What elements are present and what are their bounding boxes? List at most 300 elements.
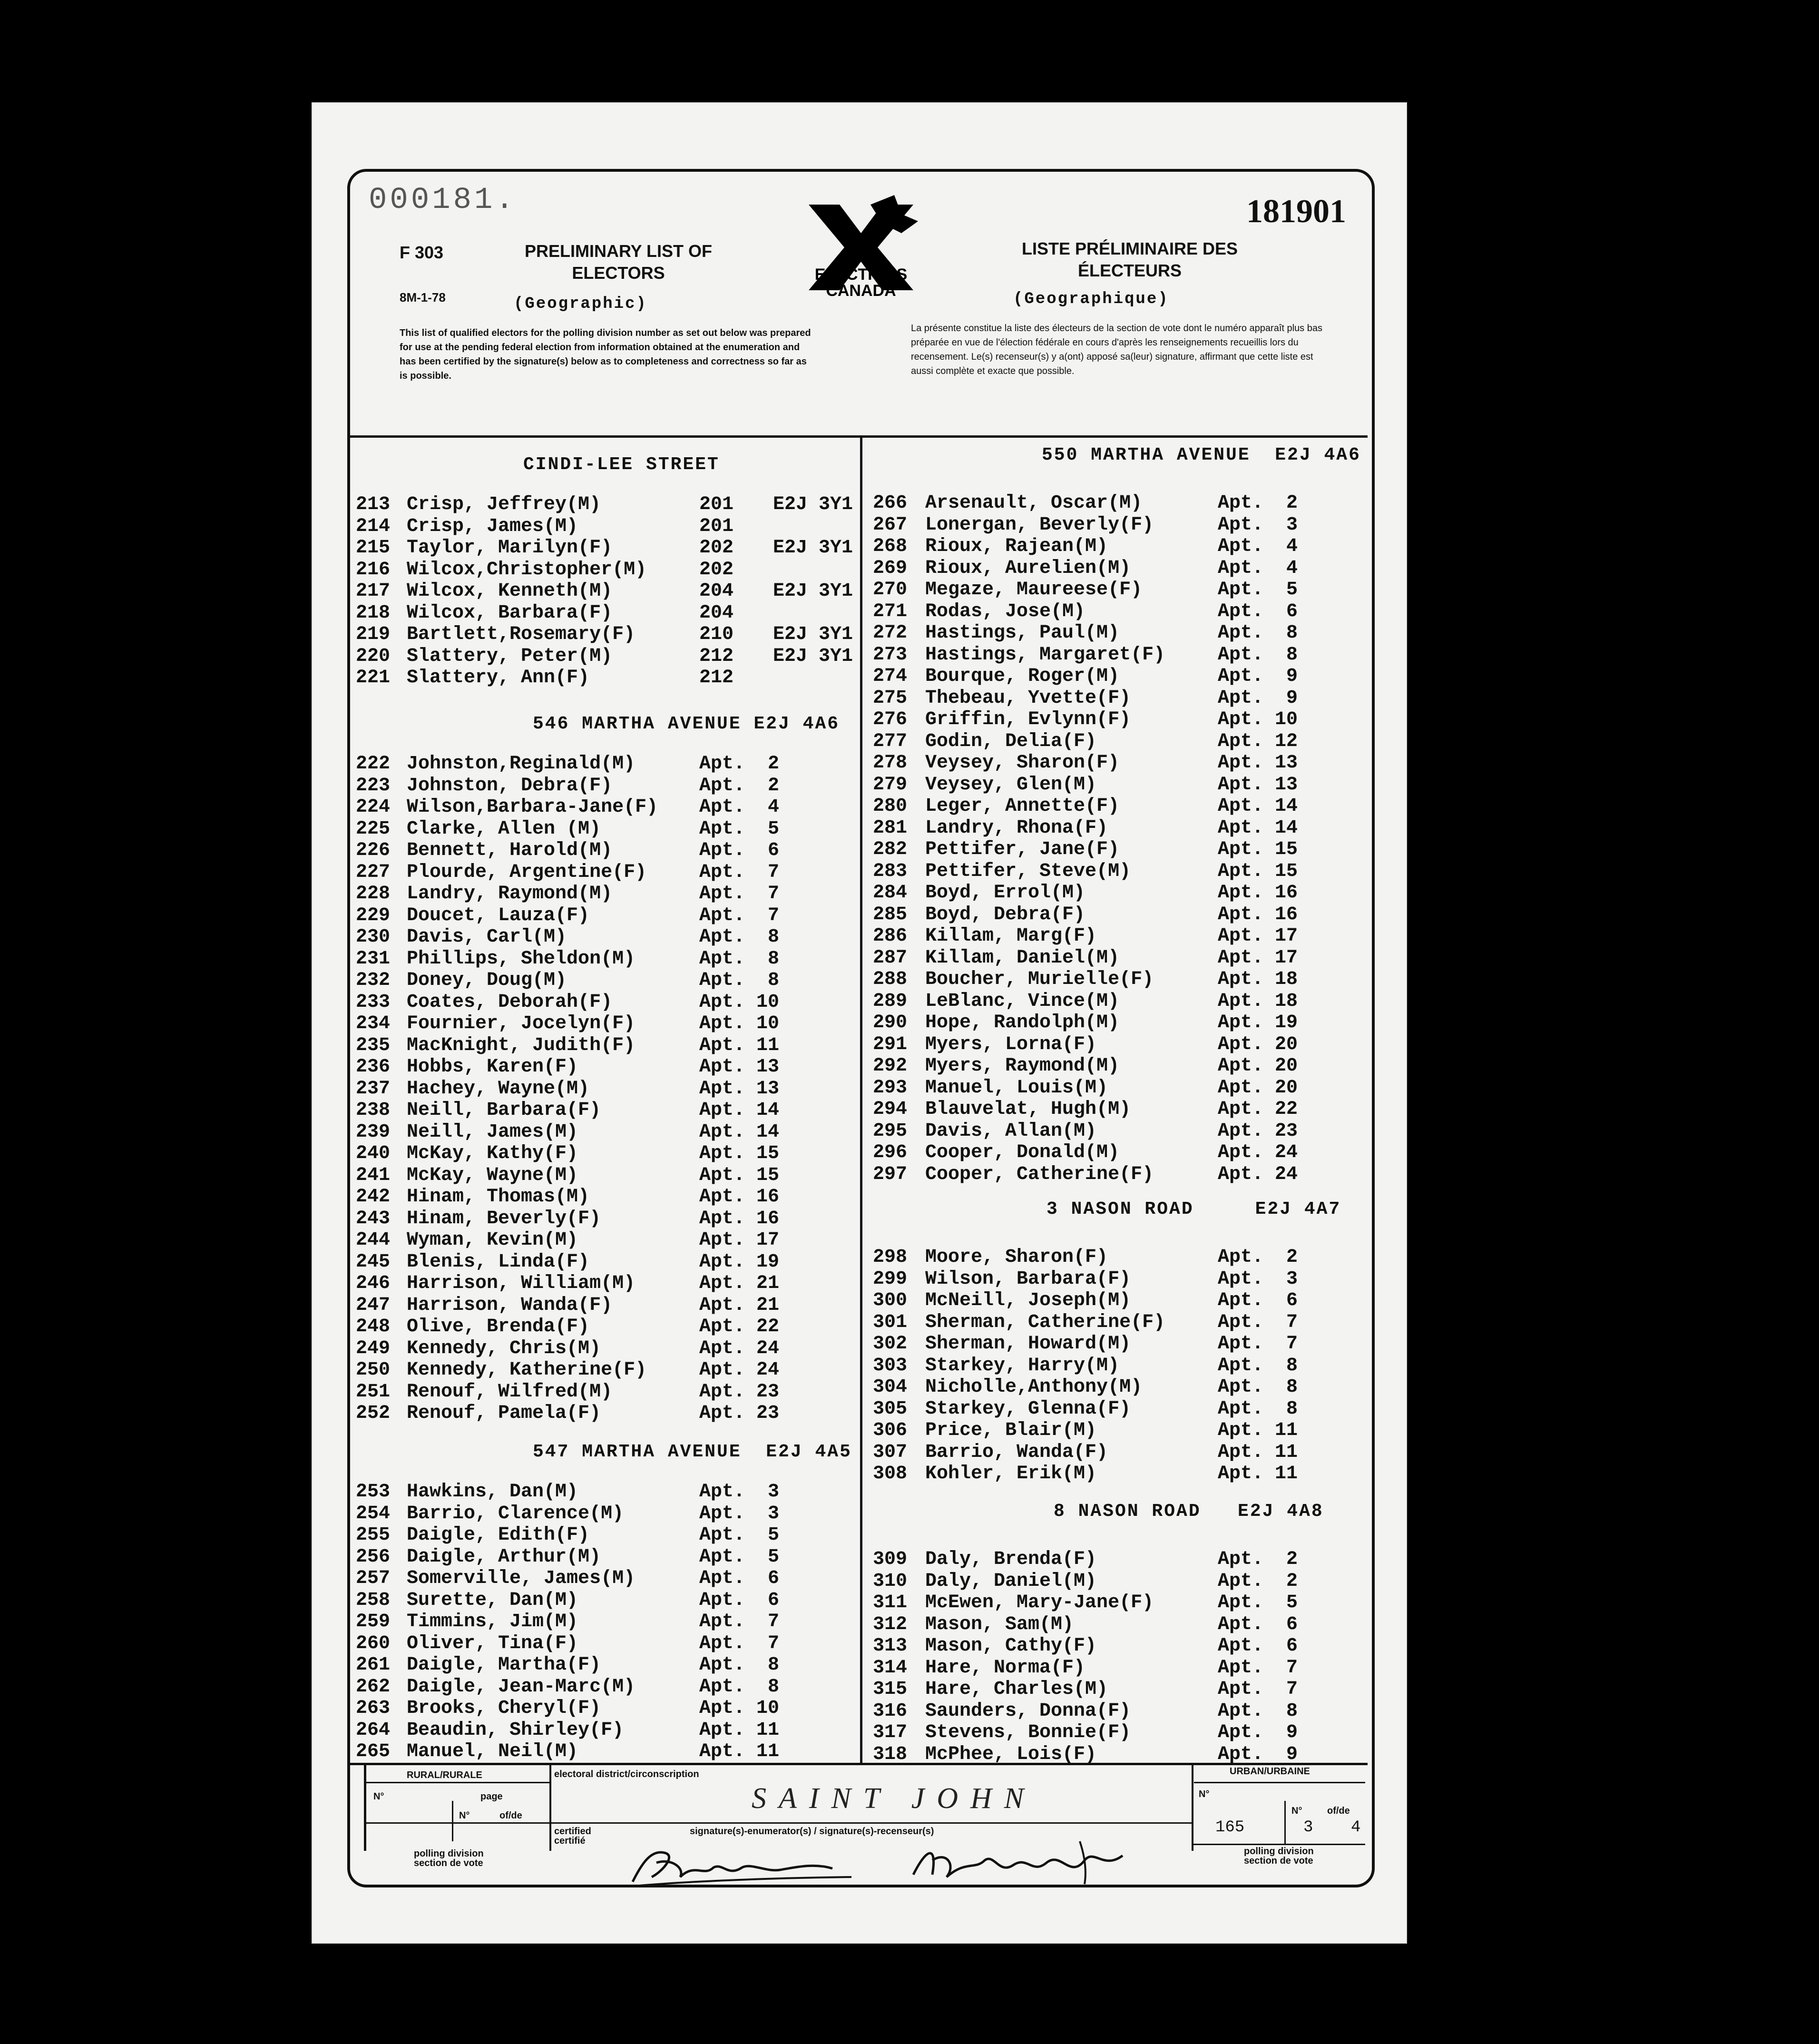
elector-name: Bourque, Roger(M) (925, 666, 1120, 687)
elector-name: Mason, Cathy(F) (925, 1635, 1097, 1657)
elector-name: Brooks, Cheryl(F) (407, 1698, 601, 1719)
elector-name: Taylor, Marilyn(F) (407, 537, 613, 559)
elector-unit: Apt. 4 (699, 796, 780, 818)
rural-of-label: of/de (499, 1810, 522, 1821)
elector-name: Coates, Deborah(F) (407, 991, 613, 1013)
elector-number: 275 (873, 687, 908, 709)
elector-number: 231 (356, 948, 391, 970)
elector-number: 261 (356, 1654, 391, 1676)
elector-number: 243 (356, 1208, 391, 1229)
elector-number: 233 (356, 991, 391, 1013)
elector-number: 226 (356, 840, 391, 861)
elector-unit: Apt. 16 (699, 1208, 780, 1229)
elector-number: 313 (873, 1635, 908, 1657)
elector-unit: Apt. 7 (1218, 1679, 1298, 1700)
elector-number: 252 (356, 1403, 391, 1424)
elector-row (0, 882, 1819, 904)
elector-unit: Apt. 22 (1218, 1099, 1298, 1120)
elector-name: Bartlett,Rosemary(F) (407, 624, 636, 645)
elector-name: Cooper, Donald(M) (925, 1142, 1120, 1163)
elector-name: Leger, Annette(F) (925, 796, 1120, 817)
elector-number: 230 (356, 926, 391, 948)
elector-name: Megaze, Maureese(F) (925, 579, 1143, 600)
elector-unit: Apt. 5 (699, 818, 780, 840)
elector-name: Davis, Carl(M) (407, 926, 567, 948)
elector-name: Kohler, Erik(M) (925, 1463, 1097, 1484)
elector-row (0, 1012, 1819, 1034)
elector-name: LeBlanc, Vince(M) (925, 990, 1120, 1012)
elector-number: 301 (873, 1311, 908, 1333)
elector-number: 222 (356, 753, 391, 775)
elector-name: Pettifer, Steve(M) (925, 860, 1131, 882)
elector-number: 292 (873, 1055, 908, 1077)
elector-number: 293 (873, 1077, 908, 1099)
elector-unit: Apt. 23 (699, 1381, 780, 1403)
polling-division-label: polling division (414, 1848, 484, 1859)
elector-unit: 201 (699, 515, 734, 537)
elector-unit: Apt. 6 (699, 840, 780, 861)
elector-number: 262 (356, 1676, 391, 1698)
footer-line (366, 1782, 549, 1783)
elector-unit: Apt. 14 (699, 1121, 780, 1143)
elector-postal-code: E2J 3Y1 (773, 580, 853, 602)
elector-name: Fournier, Jocelyn(F) (407, 1013, 636, 1034)
elector-name: Killam, Marg(F) (925, 925, 1097, 947)
header-divider (350, 435, 1368, 438)
form-code: F 303 (400, 243, 444, 262)
elector-number: 276 (873, 709, 908, 730)
elector-row (0, 1679, 1819, 1700)
elector-number: 246 (356, 1273, 391, 1294)
elector-name: Sherman, Catherine(F) (925, 1311, 1165, 1333)
elector-unit: 204 (699, 580, 734, 602)
elector-number: 278 (873, 752, 908, 774)
elector-name: MacKnight, Judith(F) (407, 1034, 636, 1056)
elector-unit: Apt. 13 (699, 1056, 780, 1078)
elector-unit: 202 (699, 559, 734, 580)
elector-number: 314 (873, 1657, 908, 1679)
elector-row (0, 1719, 1819, 1744)
elector-name: Griffin, Evlynn(F) (925, 709, 1131, 730)
elector-row (0, 904, 1819, 926)
elector-unit: Apt. 9 (1218, 666, 1298, 687)
elector-row (0, 601, 1819, 623)
elector-name: Somerville, James(M) (407, 1568, 636, 1589)
elector-number: 294 (873, 1099, 908, 1120)
elector-row (0, 1398, 1819, 1420)
elector-name: Daigle, Arthur(M) (407, 1546, 601, 1568)
elector-name: McKay, Kathy(F) (407, 1143, 578, 1164)
elector-unit: Apt. 7 (699, 1611, 780, 1632)
elector-row (0, 579, 1819, 601)
elector-unit: Apt. 16 (1218, 904, 1298, 925)
elector-number: 306 (873, 1420, 908, 1441)
district-label: electoral district/circonscription (554, 1769, 699, 1779)
elector-name: Renouf, Pamela(F) (407, 1403, 601, 1424)
elector-unit: Apt. 17 (1218, 947, 1298, 969)
elector-number: 255 (356, 1524, 391, 1546)
elector-unit: Apt. 8 (1218, 1355, 1298, 1376)
elector-number: 317 (873, 1722, 908, 1743)
elector-number: 290 (873, 1012, 908, 1033)
elector-unit: Apt. 3 (699, 1481, 780, 1503)
elector-name: Daly, Daniel(M) (925, 1570, 1097, 1592)
elector-unit: Apt. 20 (1218, 1033, 1298, 1055)
footer-line (1192, 1765, 1193, 1851)
elector-row (0, 1614, 1819, 1636)
elector-unit: Apt. 7 (699, 1632, 780, 1654)
elector-unit: Apt. 12 (1218, 730, 1298, 752)
elector-unit: Apt. 14 (1218, 796, 1298, 817)
elector-unit: Apt. 17 (699, 1229, 780, 1251)
elector-name: Moore, Sharon(F) (925, 1247, 1108, 1268)
elector-row (0, 1247, 1819, 1268)
rural-page-label: page (480, 1791, 503, 1802)
elector-name: Myers, Raymond(M) (925, 1055, 1120, 1077)
elector-name: Rodas, Jose(M) (925, 600, 1086, 622)
elector-number: 302 (873, 1333, 908, 1355)
elector-name: Hastings, Paul(M) (925, 622, 1120, 644)
elector-name: Hawkins, Dan(M) (407, 1481, 578, 1503)
elector-name: Barrio, Wanda(F) (925, 1441, 1108, 1463)
rural-page-no-label: N° (459, 1810, 470, 1821)
elector-row (0, 709, 1819, 731)
elector-unit: Apt. 2 (1218, 1549, 1298, 1570)
elector-name: Kennedy, Katherine(F) (407, 1359, 647, 1381)
elector-row (0, 536, 1819, 558)
document-number: 181901 (1246, 193, 1346, 230)
elector-number: 300 (873, 1290, 908, 1311)
elector-number: 284 (873, 882, 908, 904)
elector-unit: Apt. 3 (1218, 514, 1298, 536)
elector-row (0, 1208, 1819, 1230)
elector-name: Surette, Dan(M) (407, 1589, 578, 1611)
elector-name: Cooper, Catherine(F) (925, 1163, 1154, 1185)
elector-row (0, 861, 1819, 883)
elector-row (0, 1657, 1819, 1679)
elector-name: Crisp, James(M) (407, 515, 578, 537)
elector-number: 310 (873, 1570, 908, 1592)
elector-name: Slattery, Ann(F) (407, 667, 590, 688)
elector-unit: Apt. 2 (1218, 1570, 1298, 1592)
elector-row (0, 1333, 1819, 1355)
elector-name: Davis, Allan(M) (925, 1120, 1097, 1142)
elector-number: 311 (873, 1592, 908, 1613)
street-heading: 550 MARTHA AVENUE E2J 4A6 (1042, 445, 1361, 465)
urban-polling-division-label: polling division (1244, 1846, 1314, 1857)
elector-row (0, 817, 1819, 839)
elector-number: 271 (873, 600, 908, 622)
footer-line (1192, 1844, 1365, 1845)
elector-name: Nicholle,Anthony(M) (925, 1376, 1143, 1398)
elector-unit: Apt. 6 (1218, 1290, 1298, 1311)
elector-name: Boyd, Debra(F) (925, 904, 1086, 925)
elector-row (0, 839, 1819, 861)
elector-number: 287 (873, 947, 908, 969)
elector-name: Crisp, Jeffrey(M) (407, 494, 601, 515)
elector-name: Landry, Raymond(M) (407, 883, 613, 904)
elector-number: 316 (873, 1700, 908, 1722)
elector-unit: Apt. 17 (1218, 925, 1298, 947)
elector-number: 267 (873, 514, 908, 536)
elector-number: 245 (356, 1251, 391, 1273)
elector-number: 268 (873, 536, 908, 557)
elector-number: 250 (356, 1359, 391, 1381)
elector-number: 228 (356, 883, 391, 904)
elector-postal-code: E2J 3Y1 (773, 494, 853, 515)
elector-row (0, 731, 1819, 753)
certification-text-french: La présente constitue la liste des électeurs de la section de vote dont le numéro apparaît plus bas préparée en vue de l'élection fédérale en cours d'après les renseignements recueillis lors du recensement. Le(s) recenseur(s) y a(ont) apposé sa(leur) signature, affirmant que cette liste est aussi complète et exacte que possible. (911, 323, 1322, 376)
elector-name: Hope, Randolph(M) (925, 1012, 1120, 1033)
elector-number: 225 (356, 818, 391, 840)
rural-no-label: N° (373, 1791, 384, 1802)
elector-name: Plourde, Argentine(F) (407, 861, 647, 883)
elector-name: Bennett, Harold(M) (407, 840, 613, 861)
elector-number: 277 (873, 730, 908, 752)
elector-name: Hare, Norma(F) (925, 1657, 1086, 1679)
elector-number: 232 (356, 970, 391, 991)
elector-row (0, 1442, 1819, 1464)
street-heading: 3 NASON ROAD E2J 4A7 (1046, 1199, 1341, 1219)
elector-name: Killam, Daniel(M) (925, 947, 1120, 969)
elector-row (0, 558, 1819, 580)
enumerator-signature-1 (623, 1834, 870, 1891)
elector-row (0, 1700, 1819, 1722)
elector-number: 298 (873, 1247, 908, 1268)
elector-unit: Apt. 15 (1218, 839, 1298, 860)
elector-name: Manuel, Louis(M) (925, 1077, 1108, 1099)
elector-unit: Apt. 8 (1218, 1398, 1298, 1420)
elector-unit: Apt. 9 (1218, 1743, 1298, 1765)
elector-row (0, 1268, 1819, 1290)
elector-row (0, 1589, 1819, 1614)
elector-number: 244 (356, 1229, 391, 1251)
elector-unit: Apt. 8 (699, 1676, 780, 1698)
elector-unit: Apt. 7 (1218, 1311, 1298, 1333)
elector-name: Sherman, Howard(M) (925, 1333, 1131, 1355)
elector-number: 253 (356, 1481, 391, 1503)
elector-name: Starkey, Glenna(F) (925, 1398, 1131, 1420)
elector-name: Neill, James(M) (407, 1121, 578, 1143)
elector-unit: Apt. 15 (699, 1164, 780, 1186)
elector-name: Daly, Brenda(F) (925, 1549, 1097, 1570)
elector-number: 258 (356, 1589, 391, 1611)
elector-name: Johnston,Reginald(M) (407, 753, 636, 775)
elector-number: 286 (873, 925, 908, 947)
elector-number: 241 (356, 1164, 391, 1186)
elector-unit: Apt. 9 (1218, 687, 1298, 709)
urban-polling-division-label-fr: section de vote (1244, 1856, 1313, 1866)
elector-unit: Apt. 13 (1218, 752, 1298, 774)
elector-number: 265 (356, 1741, 391, 1762)
elector-unit: Apt. 20 (1218, 1077, 1298, 1099)
elector-name: Daigle, Edith(F) (407, 1524, 590, 1546)
elector-name: Johnston, Debra(F) (407, 775, 613, 796)
street-heading: 8 NASON ROAD E2J 4A8 (1054, 1501, 1324, 1522)
elector-unit: Apt. 13 (1218, 774, 1298, 796)
elector-number: 229 (356, 904, 391, 926)
elector-number: 215 (356, 537, 391, 559)
elector-row (0, 688, 1819, 709)
elector-row (0, 1164, 1819, 1186)
footer-line (1284, 1801, 1286, 1844)
elector-number: 224 (356, 796, 391, 818)
elector-number: 312 (873, 1613, 908, 1635)
elector-number: 296 (873, 1142, 908, 1163)
elector-unit: Apt. 18 (1218, 969, 1298, 990)
elector-unit: Apt. 8 (699, 926, 780, 948)
elector-name: Arsenault, Oscar(M) (925, 492, 1143, 514)
logo-text: ELECTIONS CANADA (814, 265, 908, 300)
polling-division-number: 165 (1215, 1818, 1245, 1837)
elector-name: McPhee, Lois(F) (925, 1743, 1097, 1765)
elector-name: Mason, Sam(M) (925, 1613, 1074, 1635)
elector-number: 264 (356, 1719, 391, 1741)
elector-name: Wilson,Barbara-Jane(F) (407, 796, 658, 818)
elector-name: Myers, Lorna(F) (925, 1033, 1097, 1055)
elector-number: 259 (356, 1611, 391, 1632)
elector-unit: Apt. 10 (699, 1698, 780, 1719)
elector-row (0, 1142, 1819, 1164)
elector-number: 270 (873, 579, 908, 600)
elector-row (0, 774, 1819, 796)
elector-name: Thebeau, Yvette(F) (925, 687, 1131, 709)
elector-unit: Apt. 2 (1218, 1247, 1298, 1268)
elector-name: Veysey, Sharon(F) (925, 752, 1120, 774)
elector-row (0, 1077, 1819, 1099)
elector-row (0, 925, 1819, 947)
elector-name: Beaudin, Shirley(F) (407, 1719, 624, 1741)
elector-unit: Apt. 7 (1218, 1333, 1298, 1355)
elector-name: Daigle, Martha(F) (407, 1654, 601, 1676)
elector-number: 273 (873, 644, 908, 666)
elector-name: Hachey, Wayne(M) (407, 1078, 590, 1100)
elector-row (0, 1420, 1819, 1442)
street-heading: 546 MARTHA AVENUE E2J 4A6 (533, 714, 840, 734)
urban-label: URBAN/URBAINE (1230, 1766, 1310, 1777)
elector-number: 288 (873, 969, 908, 990)
elector-number: 240 (356, 1143, 391, 1164)
elector-unit: Apt. 19 (1218, 1012, 1298, 1033)
elector-number: 295 (873, 1120, 908, 1142)
elector-name: Stevens, Bonnie(F) (925, 1722, 1131, 1743)
elector-name: Boucher, Murielle(F) (925, 969, 1154, 990)
elector-unit: Apt. 5 (699, 1524, 780, 1546)
elector-name: Harrison, William(M) (407, 1273, 636, 1294)
elector-name: Doucet, Lauza(F) (407, 904, 590, 926)
footer-line (366, 1822, 1192, 1824)
elector-number: 281 (873, 817, 908, 839)
elector-unit: 210 (699, 624, 734, 645)
elector-unit: Apt. 18 (1218, 990, 1298, 1012)
elector-number: 304 (873, 1376, 908, 1398)
certified-label: certified (554, 1826, 591, 1837)
elector-number: 217 (356, 580, 391, 602)
elector-unit: Apt. 2 (1218, 492, 1298, 514)
elector-number: 238 (356, 1100, 391, 1121)
footer-line (364, 1765, 366, 1851)
elector-number: 263 (356, 1698, 391, 1719)
elector-name: Godin, Delia(F) (925, 730, 1097, 752)
elector-unit: Apt. 7 (1218, 1657, 1298, 1679)
elector-unit: Apt. 22 (699, 1316, 780, 1337)
elector-name: Hare, Charles(M) (925, 1679, 1108, 1700)
elector-unit: Apt. 24 (1218, 1142, 1298, 1163)
elector-row (0, 492, 1819, 514)
elector-name: Timmins, Jim(M) (407, 1611, 578, 1632)
elector-unit: Apt. 8 (1218, 622, 1298, 644)
elector-number: 308 (873, 1463, 908, 1484)
elector-number: 221 (356, 667, 391, 688)
elector-unit: Apt. 20 (1218, 1055, 1298, 1077)
elector-row (0, 1186, 1819, 1208)
elector-name: Blenis, Linda(F) (407, 1251, 590, 1273)
title-english: PRELIMINARY LIST OF ELECTORS (524, 241, 712, 283)
elector-unit: 204 (699, 602, 734, 624)
elector-name: Neill, Barbara(F) (407, 1100, 601, 1121)
elector-row (0, 1355, 1819, 1377)
footer-line (549, 1765, 551, 1851)
elector-number: 315 (873, 1679, 908, 1700)
elector-row (0, 1524, 1819, 1546)
elector-name: Saunders, Donna(F) (925, 1700, 1131, 1722)
elector-unit: Apt. 14 (699, 1100, 780, 1121)
elector-number: 272 (873, 622, 908, 644)
urban-no-label: N° (1199, 1789, 1210, 1799)
elector-unit: Apt. 23 (699, 1403, 780, 1424)
elector-name: Oliver, Tina(F) (407, 1632, 578, 1654)
elector-name: Pettifer, Jane(F) (925, 839, 1120, 860)
elector-postal-code: E2J 3Y1 (773, 645, 853, 667)
elector-unit: Apt. 8 (699, 970, 780, 991)
elector-unit: Apt. 21 (699, 1273, 780, 1294)
footer-line (452, 1801, 453, 1841)
elector-number: 227 (356, 861, 391, 883)
elector-number: 274 (873, 666, 908, 687)
elector-number: 239 (356, 1121, 391, 1143)
elector-number: 260 (356, 1632, 391, 1654)
elector-unit: Apt. 14 (1218, 817, 1298, 839)
elector-name: Veysey, Glen(M) (925, 774, 1097, 796)
elector-unit: Apt. 8 (1218, 644, 1298, 666)
elector-unit: Apt. 8 (699, 948, 780, 970)
elector-number: 305 (873, 1398, 908, 1420)
elector-unit: Apt. 6 (1218, 1613, 1298, 1635)
elector-name: McNeill, Joseph(M) (925, 1290, 1131, 1311)
elector-unit: Apt. 19 (699, 1251, 780, 1273)
elector-unit: Apt. 21 (699, 1294, 780, 1316)
elector-row (0, 1463, 1819, 1485)
form-date: 8M-1-78 (400, 290, 446, 305)
elector-row (0, 1290, 1819, 1312)
elector-name: Wyman, Kevin(M) (407, 1229, 578, 1251)
elector-name: Wilson, Barbara(F) (925, 1268, 1131, 1290)
elector-unit: Apt. 11 (699, 1741, 780, 1762)
elector-unit: Apt. 7 (699, 904, 780, 926)
elector-name: McKay, Wayne(M) (407, 1164, 578, 1186)
elector-number: 318 (873, 1743, 908, 1765)
elector-unit: Apt. 11 (1218, 1420, 1298, 1441)
elector-unit: Apt. 24 (699, 1359, 780, 1381)
elector-unit: Apt. 10 (1218, 709, 1298, 730)
enumerator-signature-2 (904, 1832, 1151, 1889)
elector-number: 213 (356, 494, 391, 515)
elector-row (0, 514, 1819, 536)
elector-number: 242 (356, 1186, 391, 1208)
elector-name: McEwen, Mary-Jane(F) (925, 1592, 1154, 1613)
elector-unit: Apt. 5 (1218, 1592, 1298, 1613)
elector-name: Price, Blair(M) (925, 1420, 1097, 1441)
